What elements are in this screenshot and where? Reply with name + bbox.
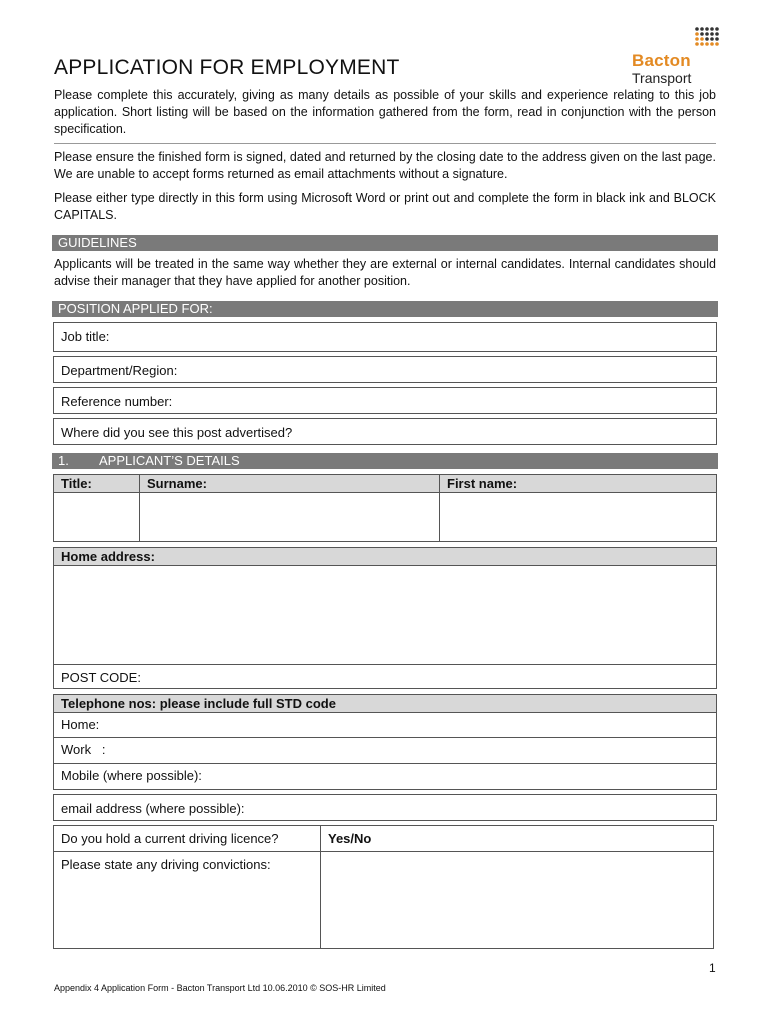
name-table <box>53 474 717 542</box>
advertised-label: Where did you see this post advertised? <box>61 425 293 440</box>
convictions-row <box>54 851 713 948</box>
work-phone-label: Work : <box>61 742 106 757</box>
logo-name: Bacton <box>632 51 691 70</box>
logo-subtitle: Transport <box>632 70 692 86</box>
department-label: Department/Region: <box>61 363 178 378</box>
applicant-section-number: 1. <box>58 453 69 468</box>
licence-answer: Yes/No <box>328 831 372 846</box>
job-title-label: Job title: <box>61 329 110 344</box>
position-heading-bar <box>52 301 718 317</box>
licence-question-cell <box>54 826 321 851</box>
position-heading: POSITION APPLIED FOR: <box>58 301 213 316</box>
logo-dots-icon <box>694 26 720 50</box>
licence-row <box>54 826 713 852</box>
reference-number-label: Reference number: <box>61 394 173 409</box>
post-code-row[interactable] <box>54 664 716 685</box>
guidelines-heading: GUIDELINES <box>58 235 137 250</box>
home-phone-field[interactable] <box>54 712 716 738</box>
home-address-label: Home address: <box>61 549 155 564</box>
advertised-field[interactable] <box>53 418 717 445</box>
licence-answer-cell[interactable] <box>321 826 713 851</box>
intro-paragraph-3: Please either type directly in this form using Microsoft Word or print out and complete the form in black ink and BLOCK CAPITALS. <box>54 191 716 222</box>
driving-licence-table <box>53 825 714 949</box>
page-number: 1 <box>709 961 716 975</box>
home-address-header <box>54 548 716 566</box>
surname-cell[interactable] <box>140 475 440 541</box>
home-address-box[interactable] <box>53 547 717 689</box>
home-phone-label: Home: <box>61 717 100 732</box>
job-title-field[interactable] <box>53 322 717 352</box>
mobile-phone-label: Mobile (where possible): <box>61 768 202 783</box>
page-title: APPLICATION FOR EMPLOYMENT <box>54 56 400 79</box>
title-cell[interactable] <box>54 475 140 541</box>
applicant-heading-bar <box>52 453 718 469</box>
footer-text: Appendix 4 Application Form - Bacton Transport Ltd 10.06.2010 © SOS-HR Limited <box>54 983 386 993</box>
title-label: Title: <box>61 476 92 491</box>
first-name-cell[interactable] <box>440 475 716 541</box>
telephone-header <box>54 695 716 713</box>
post-code-label: POST CODE: <box>61 670 141 685</box>
guidelines-text: Applicants will be treated in the same way whether they are external or internal candidates. Internal candidates should advise their manager that they have applied for another position. <box>54 257 716 288</box>
divider <box>54 143 716 144</box>
licence-question: Do you hold a current driving licence? <box>61 831 279 846</box>
surname-label: Surname: <box>147 476 207 491</box>
telephone-heading: Telephone nos: please include full STD code <box>61 696 336 711</box>
company-logo <box>630 26 726 90</box>
applicant-heading: APPLICANT’S DETAILS <box>99 453 240 468</box>
email-field[interactable] <box>53 794 717 821</box>
intro-paragraph-2: Please ensure the finished form is signed, dated and returned by the closing date to the address given on the last page. We are unable to accept forms returned as email attachments without a signature. <box>54 150 716 181</box>
convictions-label-cell <box>54 851 321 948</box>
mobile-phone-field[interactable] <box>54 764 716 789</box>
work-phone-field[interactable] <box>54 738 716 764</box>
convictions-label: Please state any driving convictions: <box>61 857 271 872</box>
convictions-input-cell[interactable] <box>321 851 713 948</box>
guidelines-heading-bar <box>52 235 718 251</box>
email-label: email address (where possible): <box>61 801 245 816</box>
reference-number-field[interactable] <box>53 387 717 414</box>
first-name-label: First name: <box>447 476 518 491</box>
telephone-box <box>53 694 717 790</box>
department-field[interactable] <box>53 356 717 383</box>
intro-paragraph-1: Please complete this accurately, giving as many details as possible of your skills and experience relating to this job application. Short listing will be based on the information gathered from the form, read in conjunction with the person specification. <box>54 88 716 136</box>
